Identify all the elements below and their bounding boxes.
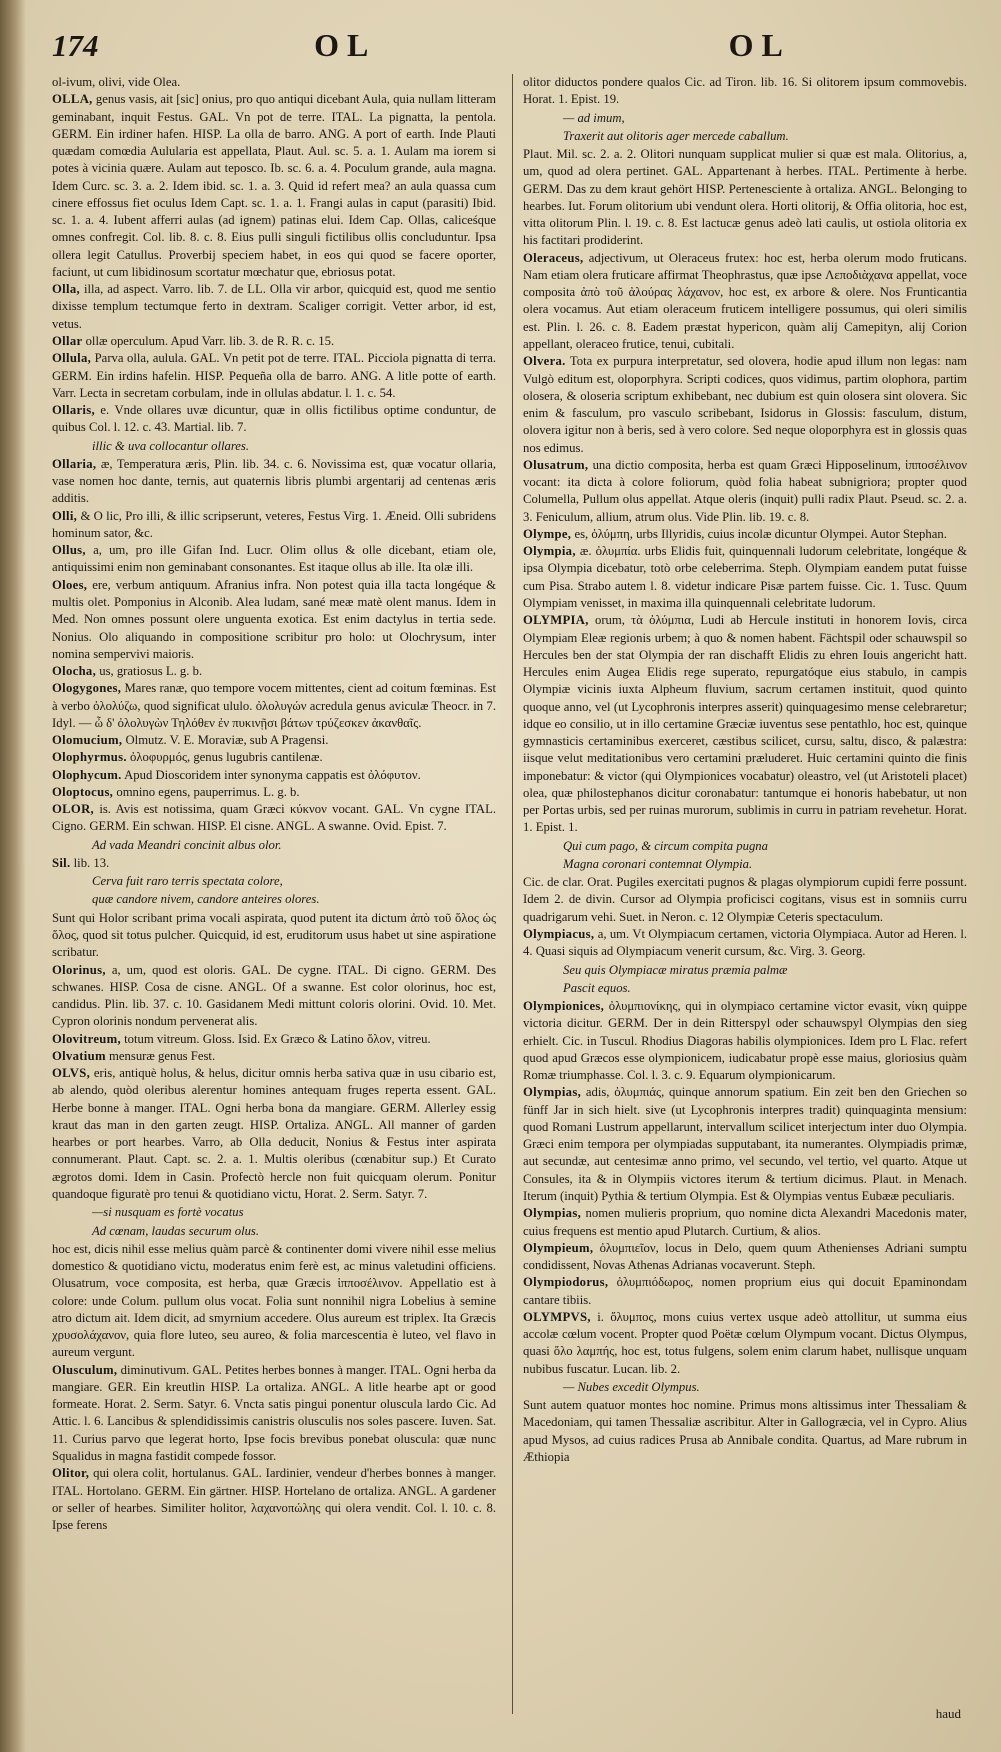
entry-headword: Ollar [52,333,83,348]
entry-body: ὀλυμπιεῖον, locus in Delo, quem quum Athenienses Adriani sumptu condidissent, Novas Athenas Adrianas vocaverunt. Steph. [523,1240,967,1273]
entry-body: ὀλοφυρμός, genus lugubris cantilenæ. [130,750,323,765]
dictionary-entry [523,612,967,836]
entry-body: e. Vnde ollares uvæ dicuntur, quæ in ollis fictilibus optime conduntur, de quibus Col. l. 12. c. 43. Martial. lib. 7. [52,403,496,435]
entry-headword: Olorinus, [52,962,106,977]
dictionary-entry [52,281,496,333]
dictionary-entry [523,146,967,250]
entry-headword: Olympia, [523,544,576,559]
dictionary-entry [523,74,967,109]
dictionary-entry [523,1084,967,1205]
running-head-right: OL [728,27,791,63]
running-head-left: OL [314,27,377,63]
entry-headword: Olitor, [52,1466,90,1481]
entry-headword: Ollaria, [52,456,97,471]
catchword: haud [935,1706,961,1721]
entry-headword: Ollus, [52,543,86,558]
verse-quote: Magna coronari contemnat Olympia. [563,856,753,871]
entry-headword: Olympias, [523,1085,582,1100]
dictionary-entry [523,1397,967,1466]
dictionary-entry [52,1065,496,1203]
entry-headword: Olympieum, [523,1240,594,1255]
entry-body: Parva olla, aulula. GAL. Vn petit pot de terre. ITAL. Picciola pignatta di terra. GERM. Ein irdins hafelin. HISP. Pequeña olla de barro. ANG. A litle potte of earth. Varr. Lecta in secretam corbulam, inde in ollulas abdatur. l. 1. c. 54. [52,351,496,400]
dictionary-entry [52,962,496,1031]
entry-body: ὀλυμπιόδωρος, nomen proprium eius qui docuit Epaminondam cantare tibiis. [523,1275,967,1307]
verse-quote: Pascit equos. [563,980,631,995]
right-column [512,74,967,1714]
dictionary-entry [52,767,496,784]
dictionary-entry [523,1309,967,1378]
verse-quote: Qui cum pago, & circum compita pugna [563,838,768,853]
entry-body: eris, antiquè holus, & helus, dicitur omnis herba sativa quæ in usu cibario est, ab alendo, quòd oleribus alerentur homines antequam fruges reperta essent. GAL. Herbe bonne à manger. ITAL. Ogni herba bona da mangiare. GERM. Allerley essig kraut das man in den garten zeugt. HISP. Ortaliza. ANGL. All manner of garden hearbes or port hearbes. Varro, ab Olla deducit, Nonius & Festus inter aspirata connumerant. Plaut. Capt. sc. 2. a. 1. Multis oleribus (cœnabitur sup.) Et Curato ægrotos domi. Idem in Casin. Profectò hercle non fuit quicquam olerum. Ponitur quandoque figuratè pro tenui & quotidiano victu, Horat. 2. Serm. Satyr. 7. [52,1066,496,1201]
dictionary-entry [52,456,496,508]
dictionary-entry [523,543,967,612]
entry-headword: Olocha, [52,664,97,679]
dictionary-entry [523,457,967,526]
dictionary-entry [52,91,496,281]
entry-headword: Olomucium, [52,733,123,748]
entry-headword: OLYMPIA, [523,613,589,628]
dictionary-entry [52,855,496,872]
dictionary-entry [52,1048,496,1065]
entry-body: Tota ex purpura interpretatur, sed olovera, hodie apud illum non legas: nam Vulgò editum est, oloporphyra. Scripti codices, quos vidimus, partim olophora, partim olosera, & oloseria scriptum exhibebant, nec dubium est quin olosera sint olovera. Sic enim & fasculum, pro vasculo scribebant, Isidorus in Glossis: fasculum, distum, olovera igitur non à beris, sed à vero colore. Sed neque oloporphyra est in glossis quas nos edimus. [523,354,967,455]
entry-body: totum vitreum. Gloss. Isid. Ex Græco & Latino ὅλον, vitreu. [124,1031,431,1046]
text-columns [52,74,967,1714]
dictionary-entry [52,577,496,663]
dictionary-entry [52,1362,496,1466]
dictionary-entry [52,1241,496,1362]
entry-headword: Olympias, [523,1206,582,1221]
verse-quote: — Nubes excedit Olympus. [563,1379,700,1394]
entry-body: is. Avis est notissima, quam Græci κύκνον vocant. GAL. Vn cygne ITAL. Cigno. GERM. Ein schwan. HISP. El cisne. ANGL. A swanne. Ovid. Epist. 7. [52,802,496,834]
verse-quote: Ad vada Meandri concinit albus olor. [92,837,282,852]
dictionary-entry [52,910,496,962]
dictionary-entry [523,1205,967,1240]
binding-gutter [0,0,26,1752]
entry-headword: Olympiacus, [523,927,595,942]
entry-body: orum, τὰ ὀλύμπια, Ludi ab Hercule instituti in honorem Iovis, circa Olympiam Eleæ regionis urbem; à quo & nomen habent. Fächtspil oder schauwspil so Hercules ben der stat Olympia der ran dischafft Elidis zu ehren Iouis angericht hatt. Hercules enim Augea Elidis rege superato, repurgatóque eius stabulo, in campis Olympiæ vicinis iuxta Alpheum fluvium, sacrum certamen instituit, quod quinto quoque anno, vel (ut Lycophronis interpres asserit) quinquagesimo mense celebraretur; idque eo consilio, ut in illo certamine Græciæ iuventus sese pentathlo, hoc est, quinque gymnasticis certaminibus exerceret, cæstibus scilicet, cursu, saltu, disco, & palæstra: iisque velut meditationibus vero certamini præluderet. Huic certamini quinto die finis imponebatur: & victor (qui Olympionices vocabatur) oleastro, vel (ut Aristoteli placet) olea, quæ philostephanos dicitur coronabatur: tantumque ei honoris habebatur, ut non per Portas urbis, sed per ruinas murorum, sublimis in curru in patriam revehetur. Horat. 1. Epist. 1. [523,613,967,835]
entry-body: adis, ὀλυμπιάς, quinque annorum spatium. Ein zeit ben den Griechen so fünff Jar in sich hielt. sive (ut Lycophronis interpres tradit) quinquaginta mensium: quod Romani Lustrum appellarunt, intervallum scilicet interjectum inter duo Olympia. Græci enim tempora per olympiadas supputabant, ita numerantes. Olympiadis primæ, aut secundæ, aut centesimæ anno primo, vel secundo, vel tertio, vel quarto. Atque ut Consules, ita & in Olympiis victores iterum & tertium dicimus. Plaut. in Menach. Iterum (inquit) Pythia & tertium Olympia. Est & Olympias ventus Eubææ peculiaris. [523,1085,967,1203]
entry-body: hoc est, dicis nihil esse melius quàm parcè & continenter domi vivere nihil esse melius domestico & quotidiano victu, moderatus enim ferè est, ac minus valetudini officiens. Olusatrum, voce composita, est herba, quæ Græcis ἱπποσέλινον. Appellatio est à colore: unde Colum. pullum olus vocat. Folia sunt nonnihil nigra Lobelius à semine atro dictum ait. Idem dicit, ad smyrnium accedere. Olus aureum est triplex. Ita Græcis χρυσολάχανον, quia flore luteo, seu aureo, & folia marcescentia è luteo, vel flavo in aureum vergunt. [52,1241,496,1360]
entry-headword: Olusculum, [52,1362,118,1377]
entry-body: nomen mulieris proprium, quo nomine dicta Alexandri Macedonis mater, cuius frequens est mentio apud Plutarch. Curtium, & alios. [523,1206,967,1238]
entry-headword: Olla, [52,282,80,297]
entry-headword: OLYMPVS, [523,1309,591,1324]
entry-headword: Oloptocus, [52,784,114,799]
entry-headword: Olophyrmus. [52,750,127,765]
entry-headword: Olympe, [523,526,572,541]
entry-body: Mares ranæ, quo tempore vocem mittentes, cient ad coitum fœminas. Est à verbo ὀλολύζω, quod significat ululo. ὀλολυγών acredula genus aviculæ Theocr. in 7. Idyl. — ὦ δ' ὀλολυγὼν Τηλόθεν ἐν πυκινῇσι βάτων τρύζεσκεν ἀκανθαῖς. [52,681,496,730]
entry-headword: Olusatrum, [523,457,589,472]
entry-headword: OLOR, [52,802,95,817]
dictionary-entry [523,874,967,926]
verse-quote: Traxerit aut olitoris ager mercede caballum. [563,128,789,143]
entry-headword: Ollula, [52,351,92,366]
left-column [52,74,496,1714]
page-number: 174 [52,28,99,63]
entry-body: mensuræ genus Fest. [109,1048,216,1063]
entry-headword: OLVS, [52,1066,91,1081]
entry-body: Sunt qui Holor scribant prima vocali aspirata, quod putent ita dictum ἀπὸ τοῦ ὅλος ὡς ὅλος, quod sit totus pulcher. Quicquid, id est, eruditorum usus habet ut sine aspiratione scribatur. [52,910,496,960]
entry-body: ollæ operculum. Apud Varr. lib. 3. de R. R. c. 15. [85,333,335,348]
dictionary-entry [523,1240,967,1275]
verse-quote: Seu quis Olympiacæ miratus præmia palmæ [563,962,788,977]
entry-headword: Ollaris, [52,403,95,418]
dictionary-entry [52,749,496,766]
dictionary-entry [52,74,496,91]
entry-body: Cic. de clar. Orat. Pugiles exercitati pugnos & plagas olympiorum cupidi ferre possunt. Idem 2. de divin. Cursor ad Olympia proficisci cogitans, visus est in somniis curru quadrigarum vehi. Suet. in Neron. c. 12 Olympiæ Ceteris spectaculum. [523,875,967,924]
entry-body: olitor diductos pondere qualos Cic. ad Tiron. lib. 16. Si olitorem ipsum commovebis. Horat. 1. Epist. 19. [523,75,967,107]
dictionary-entry [52,1031,496,1048]
dictionary-entry [523,998,967,1084]
entry-body: qui olera colit, hortulanus. GAL. Iardinier, vendeur d'herbes bonnes à manger. ITAL. Hortolano. GERM. Ein gärtner. HISP. Hortelano de ortaliza. ANGL. A gardener or seller of hearbes. Similiter holitor, λαχανοπώλης qui olera vendit. Col. l. 10. c. 8. Ipse ferens [52,1466,496,1533]
entry-body: adjectivum, ut Oleraceus frutex: hoc est, herba olerum modo fruticans. Nam etiam olera fruticare affirmat Theophrastus, quæ ipse Λεποδιὰχανα appellat, voce composita ἀπὸ τοῦ ἀλούρας λάχανον, hoc est, ex arbore & olere. Nos Frunticantia olera vocamus. Aut etiam oleraceum fruticem intelligere possumus, qui oleri similis est. Plin. l. 26. c. 8. Eadem præstat hypericon, quàm alij Camepityn, alij Corion appellant, oleraceo frutice, tenui, cubitali. [523,250,967,351]
entry-headword: Olvatium [52,1048,106,1063]
dictionary-entry [52,542,496,577]
entry-body: Apud Dioscoridem inter synonyma cappatis est ὀλόφυτον. [124,767,421,782]
dictionary-entry [523,1274,967,1309]
entry-body: diminutivum. GAL. Petites herbes bonnes à manger. ITAL. Ogni herba da mangiare. GER. Ein kreutlin HISP. La ortaliza. ANGL. A litle hearbe apt or good formeate. Horat. 2. Serm. Satyr. 6. Vncta satis pingui ponentur oluscula lardo Cic. Ad Attic. l. 6. Lancibus & splendidissimis canistris olusculis nos soles pascere. Iuven. Sat. 11. Curius parvo que legerat horto, Ipse focis brevibus ponebat oluscula: quæ nunc Squalidus in magna fastidit compede fossor. [52,1362,496,1463]
dictionary-entry [52,333,496,350]
verse-quote: —si nusquam es fortè vocatus [92,1205,244,1220]
entry-body: Plaut. Mil. sc. 2. a. 2. Olitori nunquam supplicat mulier si quæ est mala. Olitorius, a, um, quod ad olera pertinet. GAL. Appartenant à herbes. ITAL. Pertimente à herbe. GERM. Das zu dem kraut gehört HISP. Pertenesciente à ortaliza. ANGL. Belonging to hearbes. Iut. Forum olitorium ubi vendunt olera. Horti olitorij, & Offia olitoria, hoc est, vitta olitorum Plin. l. 19. c. 8. Est lactucæ genus adeò lati caulis, ut ostiola olitoria ex his factitari prodiderint. [523,147,967,248]
dictionary-entry [52,663,496,680]
entry-body: ὀλυμπιονίκης, qui in olympiaco certamine victor evasit, νίκη quippe victoria dicitur. GERM. Der in dein Ritterspyl oder schauwspyl Olympias den sieg erhielt. Cic. in Tuscul. Rhodius Diagoras habilis olympionices. Idem pro L Flac. refert quod apud Græcos esse olympionicem, iudicabatur propè esse maius, gloriosius quàm Romæ triumphasse. Col. l. 3. c. 9. Equarum olympionicarum. [523,999,967,1083]
page-header [52,26,967,64]
verse-quote: Cerva fuit raro terris spectata colore, [92,874,283,889]
entry-body: lib. 13. [73,855,110,870]
entry-headword: Olvera. [523,354,566,369]
entry-headword: Ologygones, [52,681,122,696]
entry-body: Olmutz. V. E. Moraviæ, sub A Pragensi. [125,733,329,748]
entry-headword: OLLA, [52,92,93,107]
entry-body: a, um. Vt Olympiacum certamen, victoria Olympiaca. Autor ad Heren. l. 4. Quasi siquis ad Olympiacum venerit cursum, &c. Virg. 3. Georg. [523,927,967,959]
verse-quote: Ad cœnam, laudas securum olus. [92,1223,260,1238]
entry-headword: Oleraceus, [523,250,584,265]
entry-headword: Sil. [52,855,71,870]
entry-headword: Oloes, [52,577,88,592]
entry-body: genus vasis, ait [sic] onius, pro quo antiqui dicebant Aula, quia nullam litteram geminabant, inquit Festus. GAL. Vn pot de terre. ITAL. La pignatta, la pentola. GERM. Ein irdiner hafen. HISP. La olla de barro. ANG. A port of earth. Inde Plauti quædam comœdia Aulularia est appellata, Plaut. Aul. sc. 5. a. 1. Aulam ma iorem si potes à vicinia quære. Aulam aut teposco. Ib. sc. 6. a. 4. Poculum grande, aula magna. Idem Curc. sc. 3. a. 2. Idem ibid. sc. 1. a. 3. Quid id refert mea? an aula quassa cum cinere effossus fiet oculus Idem Capt. sc. 1. a. 1. Frangi aulas in caput (parasiti) Ibid. sc. 1. a. 4. Iubent afferri aulas (ad ignem) patinas elui. Idem Cap. Ollas, caliceśque omnes confregit. Col. lib. 8. c. 8. Eius pulli singuli fictilibus ollis concluduntur. Ipsa ollera legit Catullus. Proverbij speciem habet, in eos qui quod se facere oporter, faciunt, ut cum libidinosum scortatur mœchatur que, ebriosus potat. [52,92,496,279]
entry-headword: Olympionices, [523,999,605,1014]
dictionary-entry [52,680,496,732]
verse-quote: quæ candore nivem, candore anteires olores. [92,892,320,907]
entry-headword: Olympiodorus, [523,1275,609,1290]
dictionary-entry [52,732,496,749]
entry-body: ol-ivum, olivi, vide Olea. [52,75,181,89]
dictionary-entry [52,508,496,543]
entry-body: us, gratiosus L. g. b. [99,664,203,679]
entry-body: omnino egens, pauperrimus. L. g. b. [116,784,300,799]
entry-body: a, um, quod est oloris. GAL. De cygne. ITAL. Di cigno. GERM. Des schwanes. HISP. Cosa de cisne. ANGL. Of a swanne. Est color olorinus, hoc est, candidus. Plin. lib. 37. c. 10. Gasidanem Medi mittunt coloris olorini. Ovid. 10. Met. Cypron olorinis nondum pervenerat alis. [52,962,496,1029]
entry-headword: Olovitreum, [52,1031,121,1046]
dictionary-entry [52,801,496,836]
entry-body: una dictio composita, herba est quam Græci Hipposelinum, ἱπποσέλινον vocant: ita dicta à colore foliorum, quòd folia habeat subnigriora; propter quod Columella, Pullum olus appellat. Atque oleris (inquit) pulli radix Plaut. Pseud. sc. 2. a. 3. Feniculum, allium, atrum olus. Vide Plin. lib. 19. c. 8. [523,457,967,524]
entry-body: a, um, pro ille Gifan Ind. Lucr. Olim ollus & olle dicebant, etiam ole, antiquissimi enim non geminabant consonantes. Est itaque ollus ab ille. Ita olæ illi. [52,543,496,575]
dictionary-entry [52,1465,496,1534]
entry-body: ere, verbum antiquum. Afranius infra. Non potest quia illa tacta longéque & multis olet. Pomponius in Alconib. Alea ludam, sané meæ matè olent manus. Idem in Med. Non omnes possunt olere unguenta exotica. Est enim dactylus in tertia sede. Nonius. Olo aliquando in compositione scribitur pro holo: ut Olochrysum, inter nomina sempervivi maioris. [52,577,496,661]
entry-body: æ. ὀλυμπία. urbs Elidis fuit, quinquennali ludorum celebritate, longéque & ipsa Olympia dicebatur, totò orbe celeberrima. Steph. Olympiam eandem putat fuisse cum Pisa. Strabo autem l. 8. videtur indicare Pisæ partem fuisse. Cic. 1. Tusc. Quum Olympiam venisset, in maxima illa quinquennali celebritate ludorum. [523,544,967,610]
entry-body: æ, Temperatura æris, Plin. lib. 34. c. 6. Novissima est, quæ vocatur ollaria, vase nomen hoc dante, ternis, aut quaternis libris plumbi argentarij ad centenas æris additis. [52,456,496,506]
entry-body: es, ὀλύμπη, urbs Illyridis, cuius incolæ dicuntur Olympei. Autor Stephan. [574,526,947,541]
dictionary-entry [52,784,496,801]
dictionary-entry [52,350,496,402]
entry-body: i. ὄλυμπος, mons cuius vertex usque adeò attollitur, ut summa eius accolæ cœlum vocent. Propter quod Poëtæ cœlum Olympum vocant. Dictus Olympus, quasi ὅλο λαμπής, hoc est, totus fulgens, solem enim clarum habet, nullisque unquam nubibus fuscatur. Lucan. lib. 2. [523,1309,967,1376]
dictionary-entry [523,353,967,457]
entry-body: & O lic, Pro illi, & illic scripserunt, veteres, Festus Virg. 1. Æneid. Olli subridens hominum sator, &c. [52,508,496,540]
entry-headword: Olli, [52,508,78,523]
verse-quote: illic & uva collocantur ollares. [92,438,250,453]
entry-body: Sunt autem quatuor montes hoc nomine. Primus mons altissimus inter Thessaliam & Macedoniam, qui tamen Thessaliæ ascribitur. Alter in Gallogræcia, vel in Cypro. Alius apud Mysos, ad cuius radices Prusa ab Annibale condita. Quartus, ad Mare rubrum in Æthiopia [523,1398,967,1464]
entry-body: illa, ad aspect. Varro. lib. 7. de LL. Olla vir arbor, quicquid est, quod me sentio dixisse templum tectumque ferto in dextram. Scaliger corrigit. Vetter arbor, id est, vetus. [52,282,496,331]
dictionary-entry [523,250,967,354]
verse-quote: — ad imum, [563,110,625,125]
entry-headword: Olophycum. [52,767,122,782]
dictionary-entry [52,402,496,437]
dictionary-entry [523,926,967,961]
dictionary-entry [523,526,967,543]
